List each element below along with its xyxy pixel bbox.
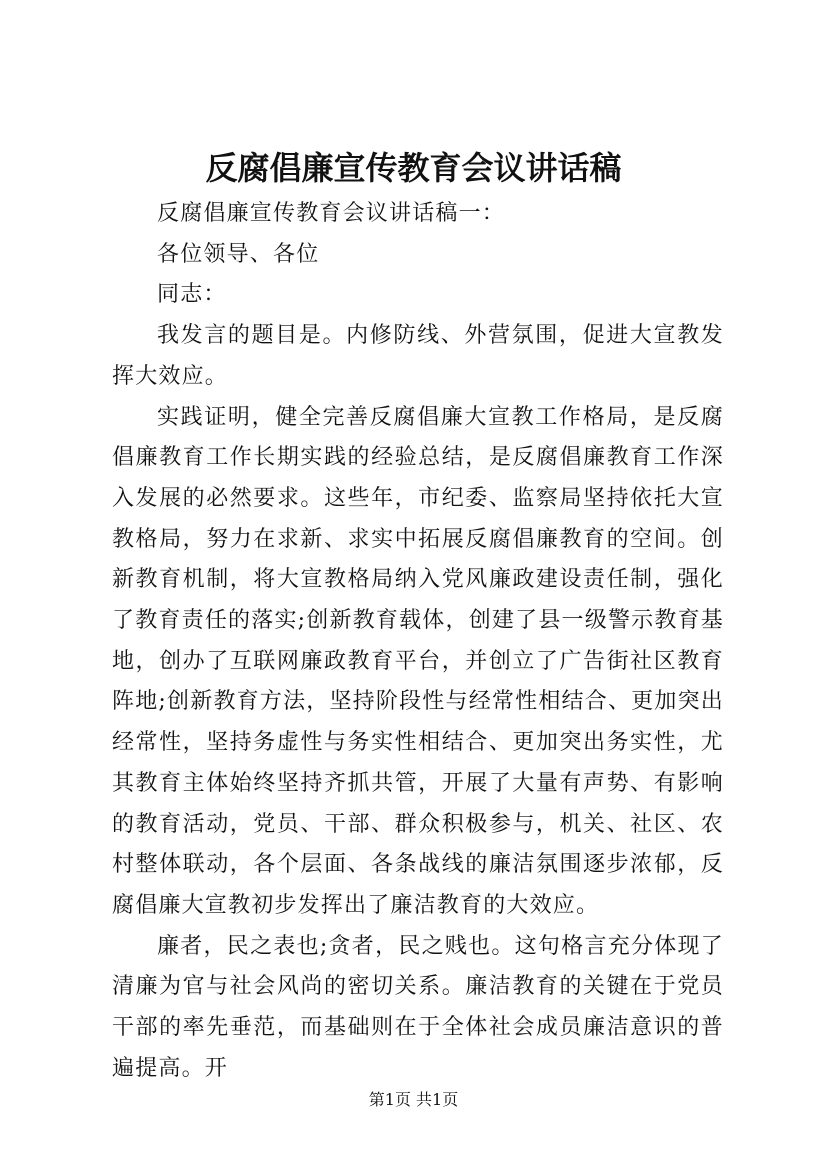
paragraph-subtitle: 反腐倡廉宣传教育会议讲话稿一：	[157, 201, 506, 226]
paragraph-integrity: 廉者，民之表也;贪者，民之贱也。这句格言充分体现了清廉为官与社会风尚的密切关系。廉洁教育的关键在于党员干部的率先垂范，而基础则在于全体社会成员廉洁意识的普遍提高。开	[112, 933, 724, 1081]
page-footer: 第1页 共1页	[368, 1090, 459, 1109]
paragraph-salutation: 各位领导、各位	[157, 241, 320, 267]
paragraph-topic: 我发言的题目是。内修防线、外营氛围，促进大宣教发挥大效应。	[112, 323, 724, 389]
paragraph-practice: 实践证明，健全完善反腐倡廉大宣教工作格局，是反腐倡廉教育工作长期实践的经验总结，是反腐倡廉教育工作深入发展的必然要求。这些年，市纪委、监察局坚持依托大宣教格局，努力在求新、求实中拓展反腐倡廉教育的空间。创新教育机制，将大宣教格局纳入党风廉政建设责任制，强化了教育责任的落实;创新教育载体，创建了县一级警示教育基地，创办了互联网廉政教育平台，并创立了广告街社区教育阵地;创新教育方法，坚持阶段性与经常性相结合、更加突出经常性，坚持务虚性与务实性相结合、更加突出务实性，尤其教育主体始终坚持齐抓共管，开展了大量有声势、有影响的教育活动，党员、干部、群众积极参与，机关、社区、农村整体联动，各个层面、各条战线的廉洁氛围逐步浓郁，反腐倡廉大宣教初步发挥出了廉洁教育的大效应。	[112, 404, 724, 918]
paragraph-comrades: 同志：	[157, 282, 227, 308]
document-body	[112, 194, 724, 1089]
document-title: 反腐倡廉宣传教育会议讲话稿	[205, 149, 622, 187]
